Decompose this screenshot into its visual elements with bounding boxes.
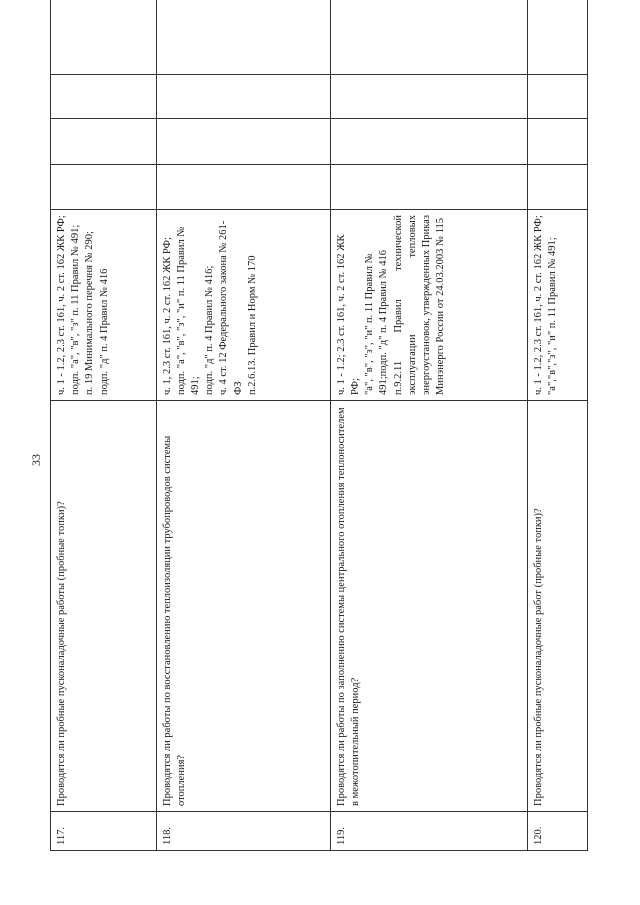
empty-cell: [330, 0, 527, 75]
table-row: [51, 0, 157, 851]
reference-line: ч. 1 - 1.2, 2.3 ст. 161, ч. 2 ст. 162 ЖК РФ;: [532, 215, 544, 395]
empty-cell: [51, 0, 157, 75]
reference-line: ч. 4 ст. 12 Федерального закона № 261-ФЗ: [218, 220, 244, 395]
row-number: 120.: [527, 812, 587, 851]
reference-line: подп. "а", "в", "з" п. 11 Правил № 491;: [70, 224, 82, 395]
empty-cell: [527, 75, 587, 119]
page-number: 33: [29, 454, 43, 466]
empty-cell: [51, 165, 157, 210]
empty-cell: [51, 119, 157, 165]
legal-references: [527, 210, 587, 401]
rotated-page-content: [50, 66, 588, 851]
empty-cell: [156, 165, 330, 210]
question-text: Проводятся ли пробные пусконаладочные работ (пробные топки)?: [527, 401, 587, 812]
row-number: 119.: [330, 812, 527, 851]
empty-cell: [527, 165, 587, 210]
reference-line: ч. 1 - 1.2, 2.3 ст. 161, ч. 2 ст. 162 ЖК РФ;: [56, 215, 67, 395]
empty-cell: [330, 119, 527, 165]
reference-line: п.9.2.11 Правил технической эксплуатации тепловых энергоустановок, утвержденных Приказ Минэнерго России от 24.03.2003 № 115: [392, 215, 447, 395]
reference-line: ч. 1 - 1.2; 2.3 ст. 161, ч. 2 ст. 162 ЖК РФ;: [335, 234, 362, 395]
row-number: 118.: [156, 812, 330, 851]
reference-line: подп. "д" п. 4 Правил № 416: [98, 268, 110, 395]
reference-line: подп. "а", "в", "з", "и" п. 11 Правил № 491;: [175, 226, 202, 395]
reference-line: "а", "в", "з", "и" п. 11 Правил № 491;подп. "д" п. 4 Правил № 416: [364, 249, 390, 395]
empty-cell: [527, 0, 587, 75]
row-number: 117.: [51, 812, 157, 851]
legal-references: [156, 210, 330, 401]
empty-cell: [51, 75, 157, 119]
question-text: Проводятся ли работы по восстановлению теплоизоляции трубопроводов системы отопления?: [156, 401, 330, 812]
table-row: [330, 0, 527, 851]
empty-cell: [156, 75, 330, 119]
table-row: [527, 0, 587, 851]
question-text: Проводятся ли пробные пусконаладочные работы (пробные топки)?: [51, 401, 157, 812]
empty-cell: [156, 0, 330, 75]
reference-line: п.2.6.13. Правил и Норм № 170: [246, 255, 258, 395]
reference-line: ч. 1, 2.3 ст. 161, ч. 2 ст. 162 ЖК РФ;: [161, 237, 173, 395]
empty-cell: [156, 119, 330, 165]
reference-line: подп. "д" п. 4 Правил № 416;: [204, 265, 216, 395]
legal-references: [51, 210, 157, 401]
legal-references: [330, 210, 527, 401]
checklist-table: [50, 0, 588, 851]
empty-cell: [330, 165, 527, 210]
question-text: Проводятся ли работы по заполнению системы центрального отопления теплоносителем в межотопительный период?: [330, 401, 527, 812]
table-row: [156, 0, 330, 851]
reference-line: п. 19 Минимального перечня № 290;: [84, 231, 96, 395]
empty-cell: [330, 75, 527, 119]
empty-cell: [527, 119, 587, 165]
reference-line: "а","в","з", "и" п. 11 Правил № 491;: [547, 237, 559, 395]
